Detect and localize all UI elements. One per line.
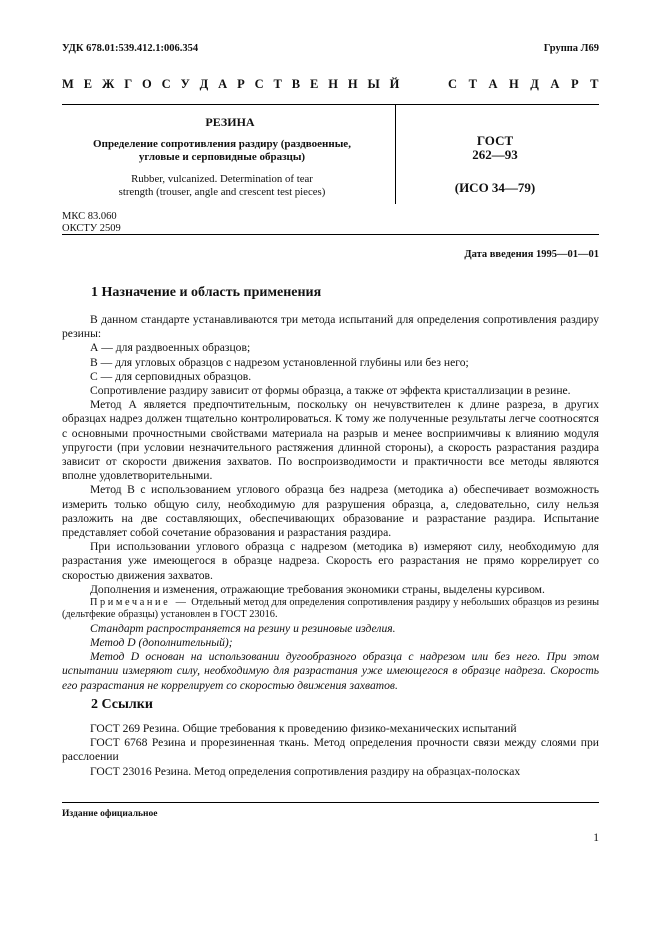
- note-text: Отдельный метод для определения сопротивления раздиру у небольших образцов из резины (дельтфекие образцы) установлен в ГОСТ 23016.: [62, 597, 599, 621]
- reference-gost-23016: ГОСТ 23016 Резина. Метод определения сопротивления раздиру на образцах-полосках: [90, 764, 521, 778]
- banner-letter: Н: [509, 77, 520, 91]
- banner-letter: Д: [530, 77, 540, 91]
- gost-designation: [400, 134, 590, 162]
- banner-letter: Т: [468, 77, 478, 91]
- s1-item-c: С — для серповидных образцов.: [90, 369, 252, 383]
- mks-code: МКС 83.060: [62, 211, 117, 222]
- banner-letter: Е: [310, 77, 319, 91]
- banner-letter: Р: [570, 77, 580, 91]
- banner-letter: Н: [328, 77, 339, 91]
- s1-italic-2: Метод D (дополнительный);: [90, 636, 233, 650]
- gost-label: ГОСТ: [476, 133, 514, 148]
- s1-item-a: А — для раздвоенных образцов;: [90, 341, 251, 355]
- s1-paragraph-5: При использовании углового образца с надрезом (методика в) измеряют силу, необходимую для разрастания уже имеющегося в образце надреза. Скорость его разрастания не прямо коррелирует со скоростью движения захватов.: [62, 540, 599, 582]
- banner-letter: Е: [83, 77, 93, 91]
- iso-designation: (ИСО 34—79): [454, 180, 536, 195]
- reference-gost-269: ГОСТ 269 Резина. Общие требования к проведению физико-механических испытаний: [90, 722, 517, 735]
- footer-rule: [62, 802, 599, 803]
- banner-letter: С: [161, 77, 172, 91]
- s1-note: [62, 597, 599, 622]
- classification-codes: [62, 211, 121, 234]
- section-2-body: [62, 722, 599, 779]
- doc-english-title: [72, 173, 372, 198]
- banner-letter: Г: [124, 77, 133, 91]
- s1-item-b: В — для угловых образцов с надрезом установленной глубины или без него;: [90, 355, 469, 369]
- banner-letter: С: [448, 77, 458, 91]
- banner-letter: Р: [237, 77, 246, 91]
- s1-paragraph-3: Метод А является предпочтительным, поскольку он нечувствителен к длине разреза, в других образцах надрез должен тщательно контролироваться. К тому же полученные результаты легче соотносятся с основными прочностными свойствами материала на разрыв и менее восприимчивы к влиянию модуля упругости (при условии незначительного растяжения длинной стороны), а скорость разрастания раздира зависит от скорости движения захватов. По воспроизводимости и практичности все методы являются вполне удовлетворительными.: [62, 398, 599, 483]
- gost-number: 262—93: [472, 147, 518, 162]
- doc-subtitle-line2: угловые и серповидные образцы): [138, 150, 306, 163]
- banner-letter: Т: [590, 77, 599, 91]
- s1-paragraph-1: В данном стандарте устанавливаются три метода испытаний для определения сопротивления раздиру резины:: [62, 313, 599, 341]
- banner-letter: Й: [389, 77, 400, 91]
- banner-letter: В: [291, 77, 301, 91]
- banner-letter: Т: [273, 77, 283, 91]
- section-1-body: [62, 313, 599, 693]
- doc-title: РЕЗИНА: [205, 115, 255, 129]
- s1-paragraph-2: Сопротивление раздиру зависит от формы образца, а также от эффекта кристаллизации в резине.: [90, 384, 571, 398]
- english-line2: strength (trouser, angle and crescent test pieces): [118, 185, 326, 198]
- banner-letter: Ы: [367, 77, 381, 91]
- official-edition: Издание официальное: [62, 809, 158, 819]
- introduction-date: Дата введения 1995—01—01: [464, 249, 599, 260]
- banner-letter: А: [550, 77, 560, 91]
- banner-letter: Н: [347, 77, 359, 91]
- banner-word-standard: [448, 77, 599, 92]
- page-number: 1: [593, 832, 599, 844]
- s1-italic-3: Метод D основан на использовании дугообразного образца с надрезом или без него. При этом испытании измеряют силу, необходимую для разрастания уже имеющегося в образце надреза. Скорость его разрастания не коррелирует со скоростью движения захватов.: [62, 650, 599, 692]
- s1-paragraph-4: Метод В с использованием углового образца без надреза (методика а) обеспечивает возможность измерить только общую силу, необходимую для разрушения образца, а, следовательно, силу нельзя разложить на две составляющих, обеспечивающих образование и разрастание раздира. Испытание представляет собой сочетание образования и разрастания раздира.: [62, 483, 599, 540]
- standard-banner: [62, 77, 599, 92]
- banner-letter: Д: [199, 77, 209, 91]
- s1-italic-1: Стандарт распространяется на резину и резиновые изделия.: [90, 621, 396, 635]
- note-lead: Примечание —: [90, 597, 189, 609]
- banner-letter: А: [488, 77, 498, 91]
- banner-letter: У: [180, 77, 191, 91]
- s1-paragraph-6: Дополнения и изменения, отражающие требования экономики страны, выделены курсивом.: [90, 582, 545, 596]
- section-2-title: 2 Ссылки: [91, 697, 153, 712]
- banner-letter: М: [62, 77, 75, 91]
- banner-word-interstate: [62, 77, 400, 92]
- title-bottom-rule: [62, 234, 599, 235]
- section-1-title: 1 Назначение и область применения: [91, 285, 322, 300]
- banner-letter: Ж: [101, 77, 115, 91]
- doc-subtitle: [72, 138, 372, 163]
- doc-subtitle-line1: Определение сопротивления раздиру (раздвоенные,: [93, 138, 351, 150]
- banner-letter: С: [254, 77, 265, 91]
- banner-rule: [62, 104, 599, 105]
- reference-gost-6768: ГОСТ 6768 Резина и прорезиненная ткань. Метод определения прочности связи между слоями при расслоении: [62, 736, 599, 764]
- english-line1: Rubber, vulcanized. Determination of tear: [131, 173, 313, 185]
- banner-letter: О: [142, 77, 153, 91]
- group-code: Группа Л69: [543, 43, 599, 54]
- banner-letter: А: [218, 77, 228, 91]
- title-divider: [395, 104, 396, 204]
- udk-code: УДК 678.01:539.412.1:006.354: [62, 43, 199, 54]
- okstu-code: ОКСТУ 2509: [62, 222, 121, 234]
